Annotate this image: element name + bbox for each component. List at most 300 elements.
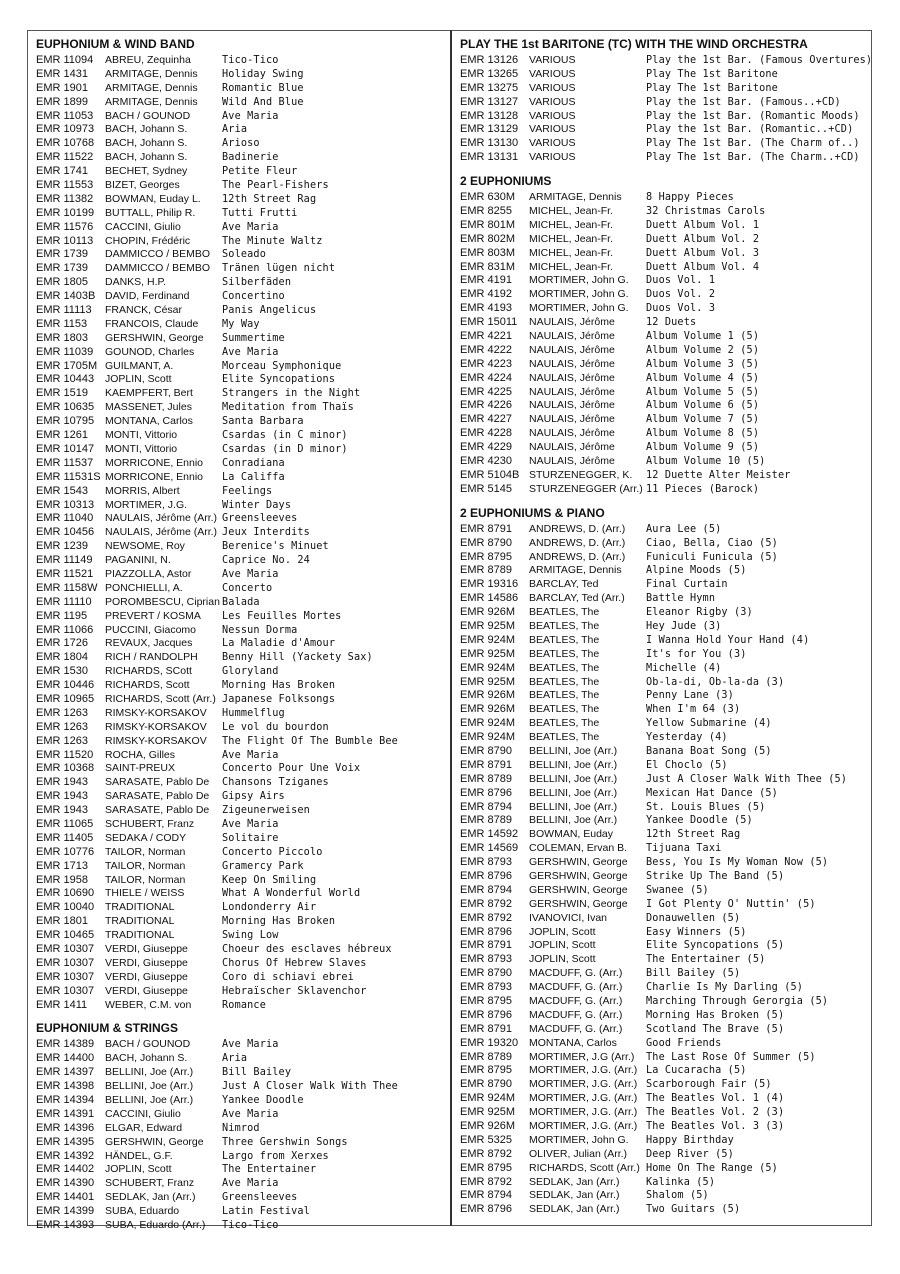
catalog-number: EMR 10465 [36, 929, 95, 942]
work-title: Album Volume 3 (5) [646, 358, 760, 370]
catalog-row [460, 884, 865, 898]
composer: MORTIMER, J.G. (Arr.) [529, 1064, 638, 1077]
composer: PAGANINI, N. [105, 554, 171, 567]
section-play-the-1st-baritone-tc-with-the-wind-orchestra [460, 36, 873, 165]
composer: BELLINI, Joe (Arr.) [529, 744, 618, 757]
work-title: Ave Maria [222, 110, 279, 122]
composer: NAULAIS, Jérôme (Arr.) [105, 526, 218, 539]
composer: CHOPIN, Frédéric [105, 234, 191, 247]
composer: BOWMAN, Euday [529, 828, 614, 841]
catalog-row [460, 469, 865, 483]
work-title: El Choclo (5) [646, 759, 728, 771]
composer: NAULAIS, Jérôme [529, 399, 615, 412]
work-title: Kalinka (5) [646, 1176, 716, 1188]
work-title: Concerto Pour Une Voix [222, 763, 361, 775]
work-title: Play the 1st Bar. (Famous..+CD) [646, 96, 841, 108]
catalog-row [36, 1066, 441, 1080]
catalog-number: EMR 1705M [36, 359, 98, 372]
catalog-row [36, 665, 441, 679]
catalog-number: EMR 11065 [36, 817, 94, 830]
work-title: Play The 1st Bar. (The Charm..+CD) [646, 152, 860, 164]
work-title: Keep On Smiling [222, 874, 317, 886]
catalog-row [36, 485, 441, 499]
catalog-number: EMR 11094 [36, 54, 94, 66]
catalog-row [460, 330, 865, 344]
composer: MORRICONE, Ennio [105, 470, 204, 483]
section-heading: EUPHONIUM & WIND BAND [36, 37, 195, 51]
composer: BELLINI, Joe (Arr.) [529, 758, 618, 771]
catalog-row [460, 745, 865, 759]
catalog-row [460, 1023, 865, 1037]
catalog-number: EMR 4222 [460, 343, 512, 356]
catalog-number: EMR 8796 [460, 925, 512, 938]
composer: VARIOUS [529, 95, 576, 108]
catalog-row [36, 929, 441, 943]
work-title: Duett Album Vol. 4 [646, 261, 760, 273]
catalog-number: EMR 11040 [36, 512, 94, 525]
work-title: Solitaire [222, 832, 279, 844]
catalog-number: EMR 10307 [36, 943, 95, 955]
work-title: Bill Bailey (5) [646, 968, 741, 980]
catalog-row [36, 943, 441, 957]
work-title: Choeur des esclaves hébreux [222, 944, 392, 955]
composer: MACDUFF, G. (Arr.) [529, 1008, 623, 1021]
catalog-number: EMR 10113 [36, 234, 94, 247]
work-title: What A Wonderful World [222, 888, 361, 900]
right-column [460, 36, 873, 1217]
catalog-number: EMR 4227 [460, 413, 512, 426]
catalog-number: EMR 1739 [36, 248, 88, 261]
catalog-row [36, 971, 441, 985]
work-title: Conradiana [222, 457, 285, 469]
catalog-number: EMR 8794 [460, 1189, 512, 1202]
catalog-number: EMR 13265 [460, 67, 519, 80]
catalog-row [36, 401, 441, 415]
composer: RICH / RANDOLPH [105, 651, 198, 664]
work-title: Aria [222, 1053, 248, 1065]
work-title: 12th Street Rag [222, 193, 317, 205]
composer: GERSHWIN, George [529, 883, 628, 896]
work-title: 11 Pieces (Barock) [646, 483, 760, 495]
catalog-number: EMR 8791 [460, 1022, 512, 1035]
catalog-row [460, 1051, 865, 1065]
composer: SARASATE, Pablo De [105, 776, 210, 789]
catalog-row [460, 1189, 865, 1203]
catalog-row [460, 137, 865, 151]
work-title: The Beatles Vol. 2 (3) [646, 1107, 785, 1119]
catalog-number: EMR 1958 [36, 873, 88, 886]
composer: PIAZZOLLA, Astor [105, 567, 192, 580]
work-title: Csardas (in D minor) [222, 443, 348, 455]
composer: NAULAIS, Jérôme (Arr.) [105, 512, 218, 525]
catalog-row [460, 898, 865, 912]
catalog-number: EMR 4230 [460, 455, 512, 468]
catalog-number: EMR 1195 [36, 609, 88, 622]
catalog-row [460, 967, 865, 981]
catalog-row [460, 483, 865, 497]
work-title: Ave Maria [222, 818, 279, 830]
work-title: Gipsy Airs [222, 791, 285, 803]
catalog-row [460, 1092, 865, 1106]
work-title: Yesterday (4) [646, 732, 728, 744]
catalog-number: EMR 926M [460, 689, 516, 702]
catalog-row [460, 261, 865, 275]
work-title: Tico-Tico [222, 1220, 279, 1232]
catalog-row [36, 874, 441, 888]
composer: VARIOUS [529, 81, 576, 94]
work-title: Benny Hill (Yackety Sax) [222, 652, 373, 664]
column-divider [450, 30, 452, 1226]
catalog-row [460, 219, 865, 233]
work-title: Badinerie [222, 152, 279, 164]
catalog-row [460, 233, 865, 247]
section-heading: EUPHONIUM & STRINGS [36, 1021, 179, 1036]
catalog-row [36, 887, 441, 901]
composer: SEDLAK, Jan (Arr.) [529, 1175, 620, 1188]
work-title: I Got Plenty O' Nuttin' (5) [646, 898, 816, 910]
catalog-number: EMR 19320 [460, 1036, 519, 1049]
work-title: Duos Vol. 1 [646, 275, 716, 287]
work-title: Ave Maria [222, 749, 279, 761]
work-title: Duos Vol. 2 [646, 289, 716, 301]
catalog-number: EMR 14394 [36, 1094, 95, 1107]
composer: MORTIMER, John G. [529, 302, 629, 315]
composer: RIMSKY-KORSAKOV [105, 720, 207, 733]
composer: SARASATE, Pablo De [105, 804, 210, 817]
composer: BEATLES, The [529, 731, 600, 744]
catalog-number: EMR 8791 [460, 522, 512, 535]
catalog-row [460, 372, 865, 386]
catalog-number: EMR 1261 [36, 429, 88, 442]
composer: TAILOR, Norman [105, 873, 186, 886]
catalog-number: EMR 4224 [460, 371, 512, 384]
catalog-number: EMR 13131 [460, 151, 519, 164]
catalog-number: EMR 8795 [460, 550, 512, 563]
composer: GUILMANT, A. [105, 359, 174, 372]
work-title: Home On The Range (5) [646, 1162, 778, 1174]
catalog-number: EMR 8793 [460, 981, 512, 994]
catalog-row [460, 523, 865, 537]
work-title: Greensleeves [222, 1192, 298, 1204]
composer: MORTIMER, John G. [529, 274, 629, 287]
catalog-row [36, 985, 441, 999]
work-title: Shalom (5) [646, 1190, 709, 1202]
work-title: Album Volume 1 (5) [646, 331, 760, 343]
composer: BEATLES, The [529, 717, 600, 730]
catalog-row [36, 471, 441, 485]
catalog-row [36, 346, 441, 360]
work-title: Funiculi Funicula (5) [646, 551, 778, 563]
left-column [36, 36, 441, 1233]
composer: JOPLIN, Scott [529, 925, 596, 938]
composer: MACDUFF, G. (Arr.) [529, 981, 623, 994]
catalog-row [36, 693, 441, 707]
catalog-row [460, 82, 865, 96]
composer: BELLINI, Joe (Arr.) [529, 786, 618, 799]
catalog-row [36, 1191, 441, 1205]
catalog-row [36, 1080, 441, 1094]
catalog-number: EMR 8793 [460, 953, 512, 966]
work-title: Scarborough Fair (5) [646, 1079, 772, 1091]
composer: TAILOR, Norman [105, 859, 186, 872]
work-title: Ciao, Bella, Ciao (5) [646, 537, 778, 549]
catalog-row [460, 1106, 865, 1120]
composer: DAMMICCO / BEMBO [105, 262, 211, 275]
catalog-number: EMR 1726 [36, 637, 88, 650]
composer: BEATLES, The [529, 606, 600, 619]
catalog-row [36, 221, 441, 235]
catalog-number: EMR 11110 [36, 595, 92, 608]
catalog-number: EMR 925M [460, 1106, 516, 1119]
section-heading: 2 EUPHONIUMS & PIANO [460, 505, 605, 520]
composer: BACH, Johann S. [105, 137, 188, 150]
catalog-number: EMR 11576 [36, 220, 94, 233]
composer: SEDAKA / CODY [105, 831, 187, 844]
composer: BELLINI, Joe (Arr.) [529, 814, 618, 827]
catalog-row [36, 443, 441, 457]
catalog-number: EMR 14569 [460, 842, 519, 855]
work-title: Album Volume 5 (5) [646, 386, 760, 398]
catalog-number: EMR 4221 [460, 330, 512, 343]
catalog-row [460, 995, 865, 1009]
catalog-row [460, 302, 865, 316]
work-title: Arioso [222, 138, 260, 150]
catalog-number: EMR 1519 [36, 387, 88, 400]
composer: REVAUX, Jacques [105, 637, 193, 650]
catalog-row [36, 915, 441, 929]
catalog-row [460, 358, 865, 372]
catalog-number: EMR 831M [460, 260, 516, 273]
catalog-number: EMR 1543 [36, 484, 88, 497]
work-title: The Last Rose Of Summer (5) [646, 1051, 816, 1063]
work-title: Silberfäden [222, 277, 292, 289]
composer: GERSHWIN, George [529, 869, 628, 882]
catalog-row [36, 735, 441, 749]
work-title: Ave Maria [222, 1108, 279, 1120]
composer: BACH, Johann S. [105, 151, 188, 164]
catalog-number: EMR 4225 [460, 385, 512, 398]
work-title: Santa Barbara [222, 416, 304, 428]
work-title: It's for You (3) [646, 648, 747, 660]
work-title: 8 Happy Pieces [646, 192, 734, 204]
catalog-row [36, 235, 441, 249]
work-title: Tijuana Taxi [646, 843, 722, 855]
catalog-row [460, 787, 865, 801]
composer: NAULAIS, Jérôme [529, 455, 615, 468]
catalog-number: EMR 5325 [460, 1133, 512, 1146]
catalog-row [36, 999, 441, 1013]
composer: TRADITIONAL [105, 929, 175, 942]
work-title: Play The 1st Baritone [646, 68, 778, 80]
work-title: Hey Jude (3) [646, 620, 722, 632]
composer: NEWSOME, Roy [105, 540, 185, 553]
catalog-number: EMR 14586 [460, 592, 519, 605]
catalog-number: EMR 4226 [460, 399, 512, 412]
composer: GOUNOD, Charles [105, 345, 195, 358]
catalog-row [460, 427, 865, 441]
composer: BARCLAY, Ted [529, 578, 599, 591]
catalog-row [460, 870, 865, 884]
catalog-row [36, 165, 441, 179]
catalog-number: EMR 11039 [36, 345, 94, 358]
work-title: The Flight Of The Bumble Bee [222, 735, 398, 747]
composer: ANDREWS, D. (Arr.) [529, 536, 626, 549]
catalog-number: EMR 10147 [36, 442, 95, 455]
work-title: Album Volume 4 (5) [646, 372, 760, 384]
catalog-number: EMR 8791 [460, 939, 512, 952]
catalog-number: EMR 8796 [460, 1008, 512, 1021]
work-title: St. Louis Blues (5) [646, 801, 766, 813]
work-title: Album Volume 6 (5) [646, 400, 760, 412]
catalog-row [460, 399, 865, 413]
work-title: Three Gershwin Songs [222, 1136, 348, 1148]
catalog-row [460, 620, 865, 634]
catalog-number: EMR 10690 [36, 887, 95, 900]
composer: HÄNDEL, G.F. [105, 1149, 173, 1162]
catalog-row [460, 828, 865, 842]
composer: MONTANA, Carlos [105, 415, 193, 428]
composer: MORRIS, Albert [105, 484, 180, 497]
catalog-number: EMR 13130 [460, 137, 519, 150]
composer: SAINT-PREUX [105, 762, 176, 775]
catalog-number: EMR 13129 [460, 123, 519, 136]
catalog-row [460, 274, 865, 288]
catalog-row [460, 288, 865, 302]
composer: BUTTALL, Philip R. [105, 206, 196, 219]
catalog-number: EMR 925M [460, 675, 516, 688]
section-2-euphoniums-piano [460, 505, 865, 1218]
work-title: Ob-la-di, Ob-la-da (3) [646, 676, 785, 688]
composer: TAILOR, Norman [105, 845, 186, 858]
catalog-number: EMR 1804 [36, 651, 88, 664]
work-title: Latin Festival [222, 1206, 310, 1218]
catalog-row [36, 637, 441, 651]
composer: RICHARDS, SCott [105, 665, 192, 678]
work-title: Concertino [222, 291, 285, 303]
catalog-row [36, 610, 441, 624]
catalog-number: EMR 8796 [460, 869, 512, 882]
catalog-row [36, 304, 441, 318]
composer: ARMITAGE, Dennis [105, 81, 198, 94]
composer: MICHEL, Jean-Fr. [529, 205, 614, 218]
composer: VARIOUS [529, 54, 576, 66]
composer: RIMSKY-KORSAKOV [105, 734, 207, 747]
catalog-number: EMR 11149 [36, 554, 93, 567]
catalog-number: EMR 11531S [36, 470, 101, 483]
work-title: Romance [222, 999, 266, 1011]
catalog-number: EMR 11405 [36, 831, 94, 844]
catalog-row [36, 82, 441, 96]
work-title: Marching Through Gerorgia (5) [646, 996, 829, 1007]
catalog-number: EMR 8792 [460, 1147, 512, 1160]
section-euphonium-wind-band [36, 36, 441, 1012]
work-title: Strike Up The Band (5) [646, 870, 785, 882]
section-heading: PLAY THE 1st BARITONE (TC) WITH THE WIND ORCHESTRA [460, 37, 808, 51]
composer: CACCINI, Giulio [105, 1107, 181, 1120]
composer: ROCHA, Gilles [105, 748, 176, 761]
catalog-row [36, 596, 441, 610]
catalog-number: EMR 19316 [460, 578, 519, 591]
composer: BEATLES, The [529, 661, 600, 674]
composer: SARASATE, Pablo De [105, 790, 210, 803]
composer: PONCHIELLI, A. [105, 581, 183, 594]
catalog-row [36, 332, 441, 346]
catalog-number: EMR 8795 [460, 995, 512, 1007]
work-title: Elite Syncopations [222, 374, 336, 386]
composer: BEATLES, The [529, 675, 600, 688]
catalog-row [36, 179, 441, 193]
composer: WEBER, C.M. von [105, 998, 192, 1011]
catalog-number: EMR 10199 [36, 206, 95, 219]
composer: RICHARDS, Scott (Arr.) [105, 692, 216, 705]
composer: MORTIMER, J.G. (Arr.) [529, 1092, 638, 1105]
catalog-number: EMR 924M [460, 1092, 516, 1105]
work-title: Good Friends [646, 1037, 722, 1049]
work-title: Londonderry Air [222, 902, 317, 914]
catalog-row [36, 512, 441, 526]
catalog-row [460, 441, 865, 455]
catalog-number: EMR 1943 [36, 804, 88, 817]
composer: VERDI, Giuseppe [105, 956, 188, 969]
catalog-row [36, 762, 441, 776]
catalog-number: EMR 8795 [460, 1064, 512, 1077]
work-title: Ave Maria [222, 346, 279, 358]
composer: BOWMAN, Euday L. [105, 192, 201, 205]
work-title: Tutti Frutti [222, 207, 298, 219]
work-title: Play The 1st Baritone [646, 82, 778, 94]
catalog-number: EMR 14397 [36, 1066, 95, 1079]
catalog-number: EMR 13126 [460, 54, 519, 66]
work-title: Gramercy Park [222, 860, 304, 872]
composer: STURZENEGGER, K. [529, 468, 633, 481]
work-title: Charlie Is My Darling (5) [646, 982, 804, 994]
composer: FRANCOIS, Claude [105, 317, 199, 330]
work-title: Battle Hymn [646, 593, 716, 605]
catalog-number: EMR 5104B [460, 468, 520, 481]
catalog-number: EMR 11382 [36, 192, 94, 205]
catalog-row [460, 814, 865, 828]
work-title: Jeux Interdits [222, 527, 310, 539]
work-title: Japanese Folksongs [222, 693, 336, 705]
work-title: Petite Fleur [222, 166, 298, 178]
catalog-row [36, 901, 441, 915]
composer: THIELE / WEISS [105, 887, 185, 900]
work-title: Feelings [222, 485, 273, 497]
work-title: Yellow Submarine (4) [646, 718, 772, 730]
catalog-row [460, 981, 865, 995]
catalog-number: EMR 4223 [460, 357, 512, 370]
composer: GERSHWIN, George [105, 1135, 204, 1148]
composer: VERDI, Giuseppe [105, 970, 188, 983]
section-euphonium-strings [36, 1020, 441, 1232]
work-title: Concerto Piccolo [222, 846, 323, 858]
catalog-row [36, 276, 441, 290]
work-title: Romantic Blue [222, 82, 304, 94]
catalog-row [36, 721, 441, 735]
catalog-number: EMR 10368 [36, 762, 95, 775]
composer: MICHEL, Jean-Fr. [529, 246, 614, 259]
work-title: Scotland The Brave (5) [646, 1023, 785, 1035]
work-title: Morning Has Broken [222, 680, 336, 692]
catalog-number: EMR 11537 [36, 456, 94, 469]
catalog-number: EMR 14399 [36, 1205, 95, 1218]
composer: MACDUFF, G. (Arr.) [529, 967, 623, 980]
catalog-row [460, 551, 865, 565]
catalog-row [460, 96, 865, 110]
composer: MORTIMER, J.G. [105, 498, 188, 511]
work-title: Album Volume 7 (5) [646, 414, 760, 426]
catalog-number: EMR 10446 [36, 679, 95, 692]
